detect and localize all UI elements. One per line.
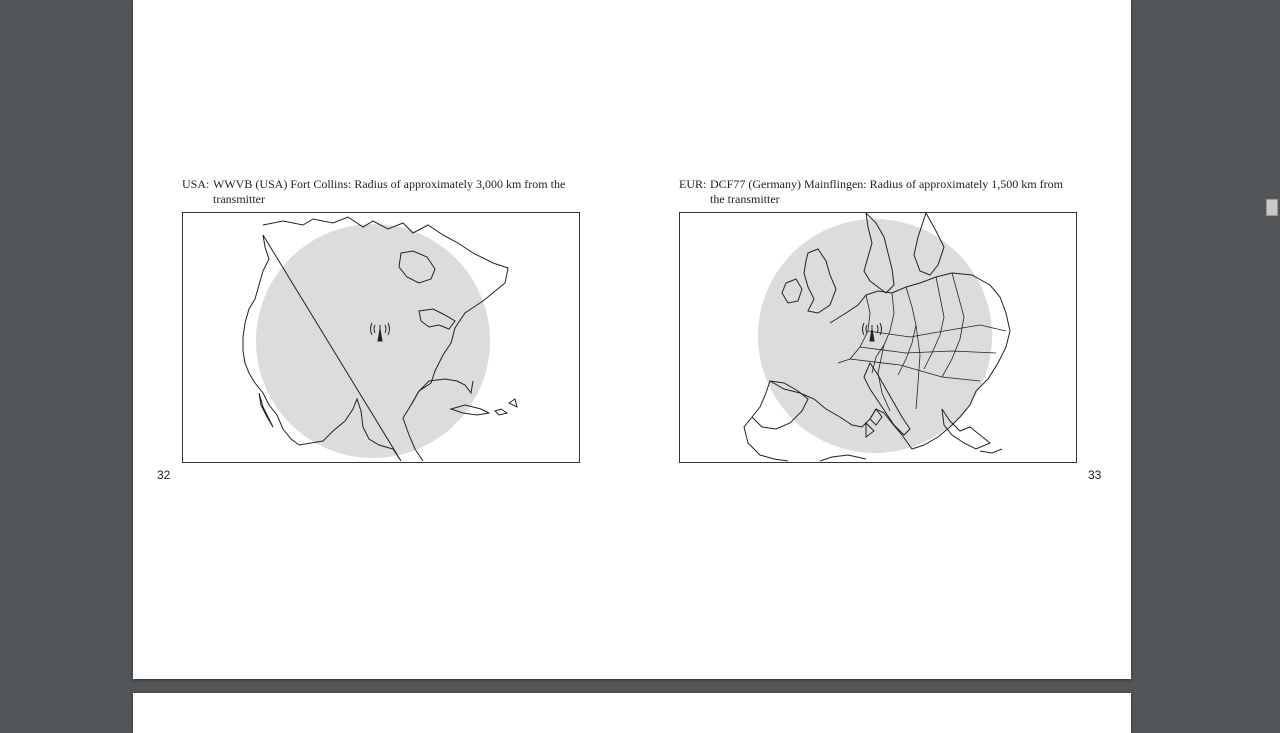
page-number-right: 33 — [1088, 468, 1102, 482]
usa-region-label: USA: — [182, 177, 210, 191]
usa-caption — [182, 177, 582, 209]
document-page — [133, 0, 1131, 679]
eur-coverage-circle — [758, 219, 992, 453]
eur-caption-text: DCF77 (Germany) Mainflingen: Radius of approximately 1,500 km from the transmitter — [710, 177, 1063, 206]
usa-coverage-map — [182, 212, 580, 463]
eur-region-label: EUR: — [679, 177, 707, 191]
usa-caption-text: WWVB (USA) Fort Collins: Radius of approximately 3,000 km from the transmitter — [213, 177, 566, 206]
vertical-scrollbar[interactable] — [1263, 0, 1280, 720]
page-number-left: 32 — [157, 468, 171, 482]
usa-coverage-circle — [256, 224, 490, 458]
eur-coverage-map — [679, 212, 1077, 463]
next-document-page — [133, 693, 1131, 733]
scrollbar-thumb[interactable] — [1266, 199, 1278, 216]
eur-caption — [679, 177, 1079, 209]
